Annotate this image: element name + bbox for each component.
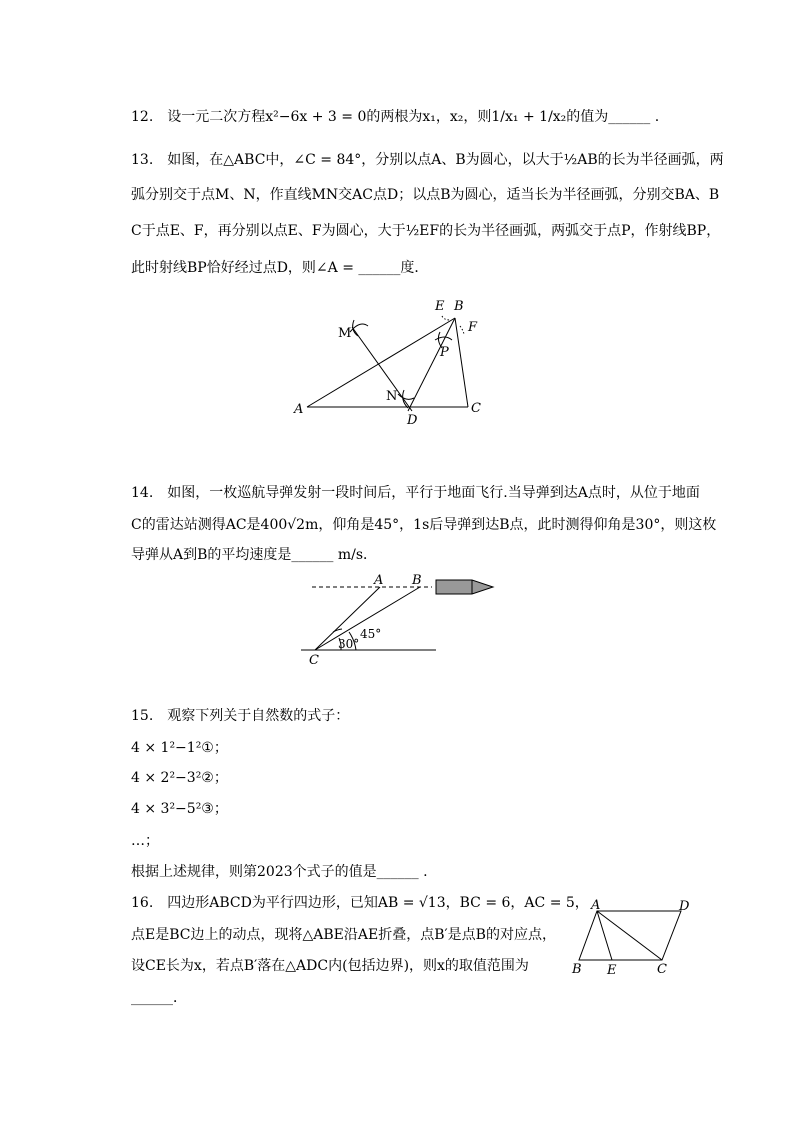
- arc-mark-p1: [435, 337, 452, 340]
- label-e: E: [607, 963, 617, 978]
- label-a: A: [294, 402, 304, 417]
- problem-14-line-1: 14. 如图，一枚巡航导弹发射一段时间后，平行于地面飞行.当导弹到达A点时，从位于地面: [131, 485, 700, 501]
- triangle-construction-figure: [280, 290, 510, 430]
- segment-ae: [597, 911, 612, 960]
- label-d: D: [679, 899, 690, 914]
- label-c: C: [471, 401, 481, 416]
- label-d: D: [407, 413, 418, 428]
- label-b: B: [572, 962, 582, 977]
- arc-mark-e: [442, 316, 450, 320]
- problem-15-line-1: 15. 观察下列关于自然数的式子：: [131, 708, 350, 724]
- problem-16-line-2: 点E是BC边上的动点，现将△ABE沿AE折叠，点B′是点B的对应点，: [131, 927, 556, 943]
- label-angle-30: 30°: [338, 637, 360, 651]
- problem-13-line-3: C于点E、F，再分别以点E、F为圆心，大于½EF的长为半径画弧，两弧交于点P，作射线BP，: [131, 223, 721, 239]
- missile-icon: [436, 580, 493, 594]
- label-f: F: [468, 320, 478, 335]
- label-e: E: [435, 299, 445, 314]
- label-angle-45: 45°: [360, 627, 382, 641]
- problem-14-line-2: C的雷达站测得AC是400√2m，仰角是45°，1s后导弹到达B点，此时测得仰角是30°，则这枚: [131, 517, 717, 533]
- label-c: C: [309, 653, 319, 668]
- problem-13-line-4: 此时射线BP恰好经过点D，则∠A = ______度．: [131, 260, 429, 276]
- label-p: P: [440, 345, 449, 360]
- problem-15-line-3: 4 × 2²−3²②；: [131, 770, 228, 786]
- segment-bc: [455, 318, 468, 407]
- label-a: A: [374, 573, 384, 588]
- problem-15-line-4: 4 × 3²−5²③；: [131, 801, 228, 817]
- problem-16-line-4: ______．: [131, 990, 187, 1006]
- arc-mark-f: [460, 326, 464, 334]
- problem-16-line-3: 设CE长为x，若点B′落在△ADC内(包括边界)，则x的取值范围为: [131, 958, 529, 974]
- label-c: C: [657, 962, 667, 977]
- label-n: N: [386, 389, 398, 404]
- problem-15-line-6: 根据上述规律，则第2023个式子的值是______ .: [131, 864, 428, 880]
- problem-14-line-3: 导弹从A到B的平均速度是______ m/s．: [131, 547, 378, 563]
- angle-arc-45: [333, 629, 342, 632]
- problem-15-line-2: 4 × 1²−1²①；: [131, 740, 228, 756]
- parallelogram-figure: [566, 893, 706, 983]
- label-b: B: [454, 299, 464, 314]
- problem-13-line-2: 弧分别交于点M、N，作直线MN交AC点D；以点B为圆心，适当长为半径画弧，分别交BA、B: [131, 187, 720, 203]
- problem-16-line-1: 16. 四边形ABCD为平行四边形，已知AB = √13，BC = 6，AC = 5，: [131, 895, 589, 911]
- problem-15-line-5: …；: [131, 833, 159, 849]
- label-a: A: [591, 898, 601, 913]
- problem-13-line-1: 13. 如图，在△ABC中，∠C = 84°，分别以点A、B为圆心，以大于½AB的长为半径画弧，两: [131, 152, 724, 168]
- problem-12: 12. 设一元二次方程x²−6x + 3 = 0的两根为x₁，x₂，则1/x₁ + 1/x₂的值为______ .: [131, 109, 660, 125]
- segment-ac: [597, 911, 662, 960]
- label-m: M: [338, 326, 352, 341]
- missile-radar-figure: [296, 570, 506, 670]
- label-b: B: [412, 573, 422, 588]
